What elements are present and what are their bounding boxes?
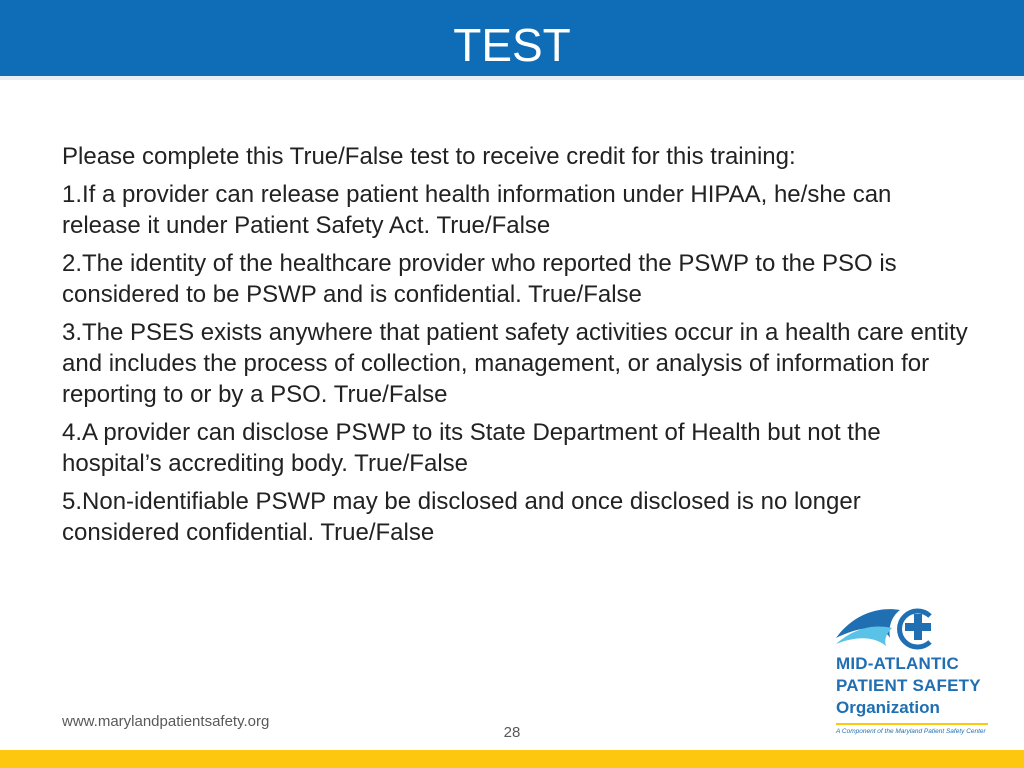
mid-atlantic-pso-logo xyxy=(830,598,1000,743)
intro-text: Please complete this True/False test to receive credit for this training: xyxy=(62,143,796,170)
footer-website: www.marylandpatientsafety.org xyxy=(62,713,270,730)
wave-cross-icon xyxy=(834,598,944,652)
title-bar xyxy=(0,0,1024,76)
logo-line-1: MID-ATLANTIC xyxy=(836,654,959,673)
question-3: 3.The PSES exists anywhere that patient safety activities occur in a health care entity and includes the process of collection, management, or analysis of information for reporting to or by a PSO. True/False xyxy=(62,319,968,408)
logo-line-3: Organization xyxy=(836,698,940,717)
question-2: 2.The identity of the healthcare provider who reported the PSWP to the PSO is considered to be PSWP and is confidential. True/False xyxy=(62,250,897,308)
question-5: 5.Non-identifiable PSWP may be disclosed and once disclosed is no longer considered confidential. True/False xyxy=(62,488,861,546)
page-number: 28 xyxy=(503,724,521,741)
question-1: 1.If a provider can release patient health information under HIPAA, he/she can release it under Patient Safety Act. True/False xyxy=(62,181,892,239)
logo-tagline: A Component of the Maryland Patient Safety Center xyxy=(836,728,986,735)
logo-divider xyxy=(836,723,988,725)
slide-body xyxy=(62,141,972,555)
logo-line-2: PATIENT SAFETY xyxy=(836,676,981,695)
bottom-accent-bar xyxy=(0,750,1024,768)
question-4: 4.A provider can disclose PSWP to its State Department of Health but not the hospital’s accrediting body. True/False xyxy=(62,419,881,477)
slide-title: TEST xyxy=(453,19,571,71)
